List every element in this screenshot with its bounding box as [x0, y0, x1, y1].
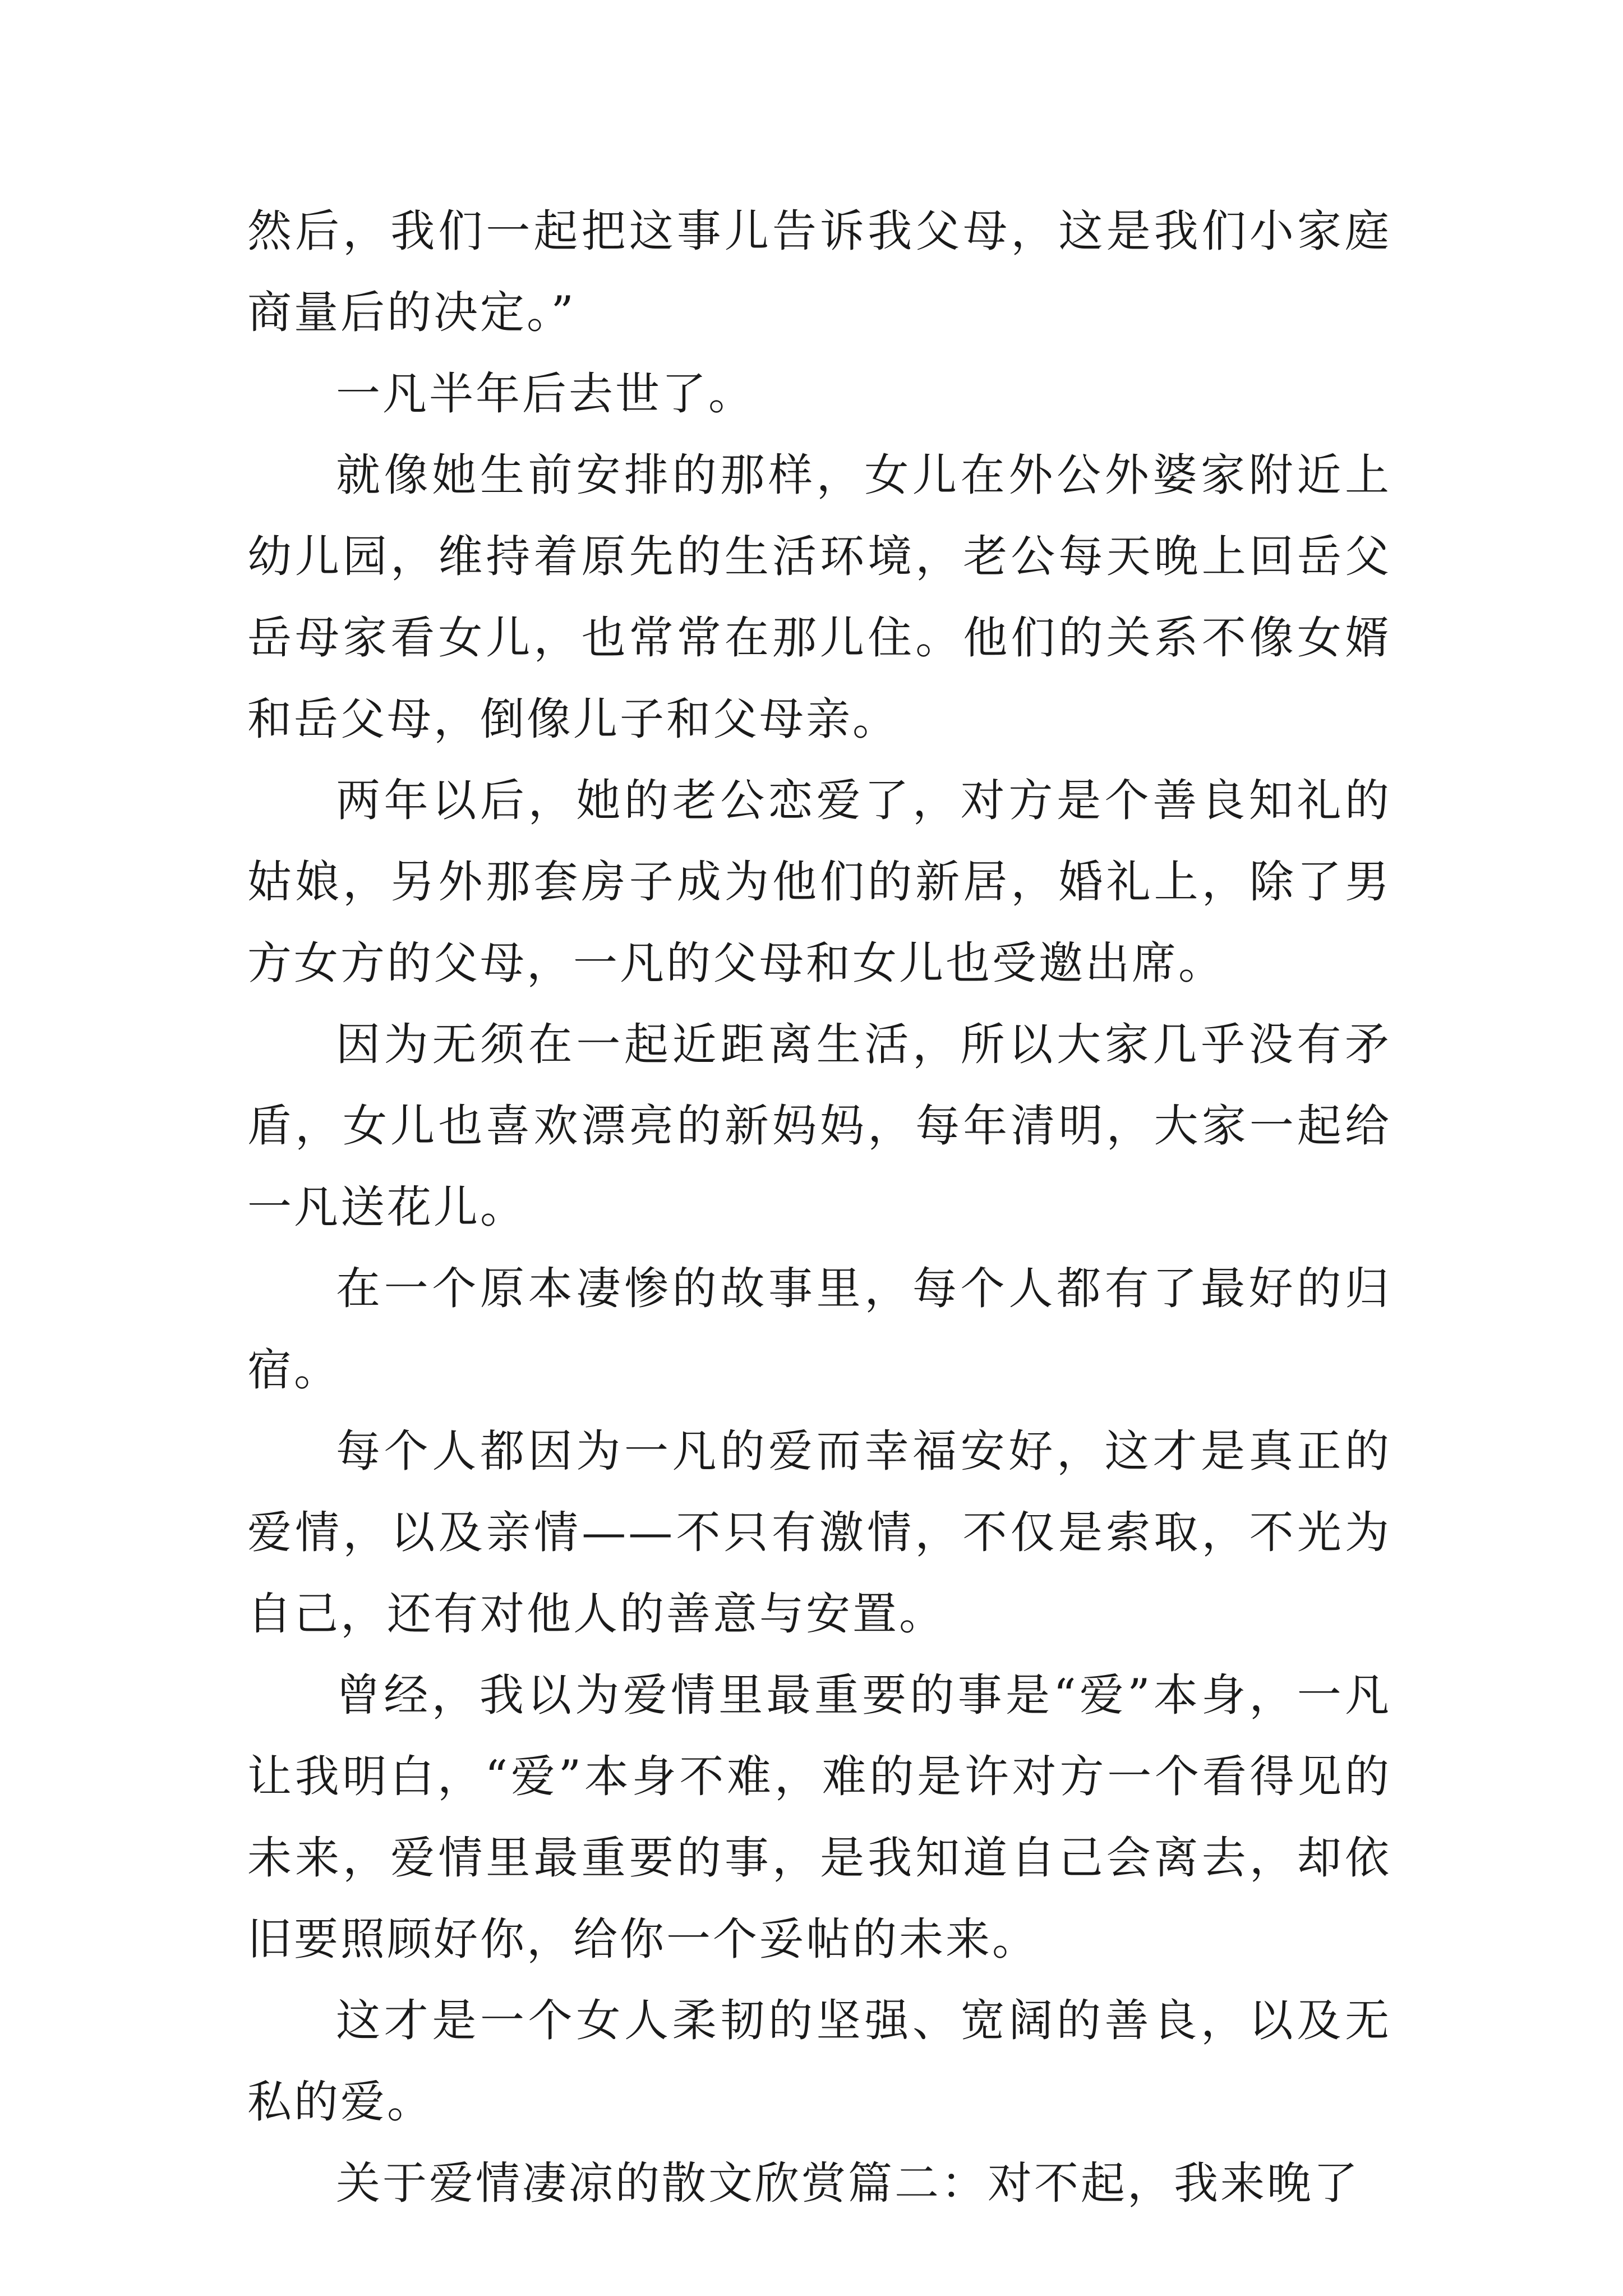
paragraph: 在一个原本凄惨的故事里，每个人都有了最好的归宿。 — [247, 1263, 1391, 1396]
section-heading: 关于爱情凄凉的散文欣赏篇二：对不起，我来晚了 — [336, 2157, 1360, 2209]
paragraph: 然后，我们一起把这事儿告诉我父母，这是我们小家庭商量后的决定。” — [247, 205, 1391, 338]
paragraph: 一凡半年后去世了。 — [336, 368, 755, 420]
paragraph: 两年以后，她的老公恋爱了，对方是个善良知礼的姑娘，另外那套房子成为他们的新居，婚礼上，除了男方女方的父母，一凡的父母和女儿也受邀出席。 — [247, 775, 1391, 989]
paragraph: 就像她生前安排的那样，女儿在外公外婆家附近上幼儿园，维持着原先的生活环境，老公每天晚上回岳父岳母家看女儿，也常常在那儿住。他们的关系不像女婿和岳父母，倒像儿子和父母亲。 — [247, 449, 1391, 745]
paragraph: 曾经，我以为爱情里最重要的事是“爱”本身，一凡让我明白，“爱”本身不难，难的是许对方一个看得见的未来，爱情里最重要的事，是我知道自己会离去，却依旧要照顾好你，给你一个妥帖的未来。 — [247, 1669, 1391, 1965]
body-text — [247, 191, 1391, 2224]
paragraph: 因为无须在一起近距离生活，所以大家几乎没有矛盾，女儿也喜欢漂亮的新妈妈，每年清明，大家一起给一凡送花儿。 — [247, 1019, 1391, 1233]
paragraph: 这才是一个女人柔韧的坚强、宽阔的善良，以及无私的爱。 — [247, 1995, 1391, 2128]
paragraph: 每个人都因为一凡的爱而幸福安好，这才是真正的爱情，以及亲情——不只有激情，不仅是索取，不光为自己，还有对他人的善意与安置。 — [247, 1425, 1391, 1640]
